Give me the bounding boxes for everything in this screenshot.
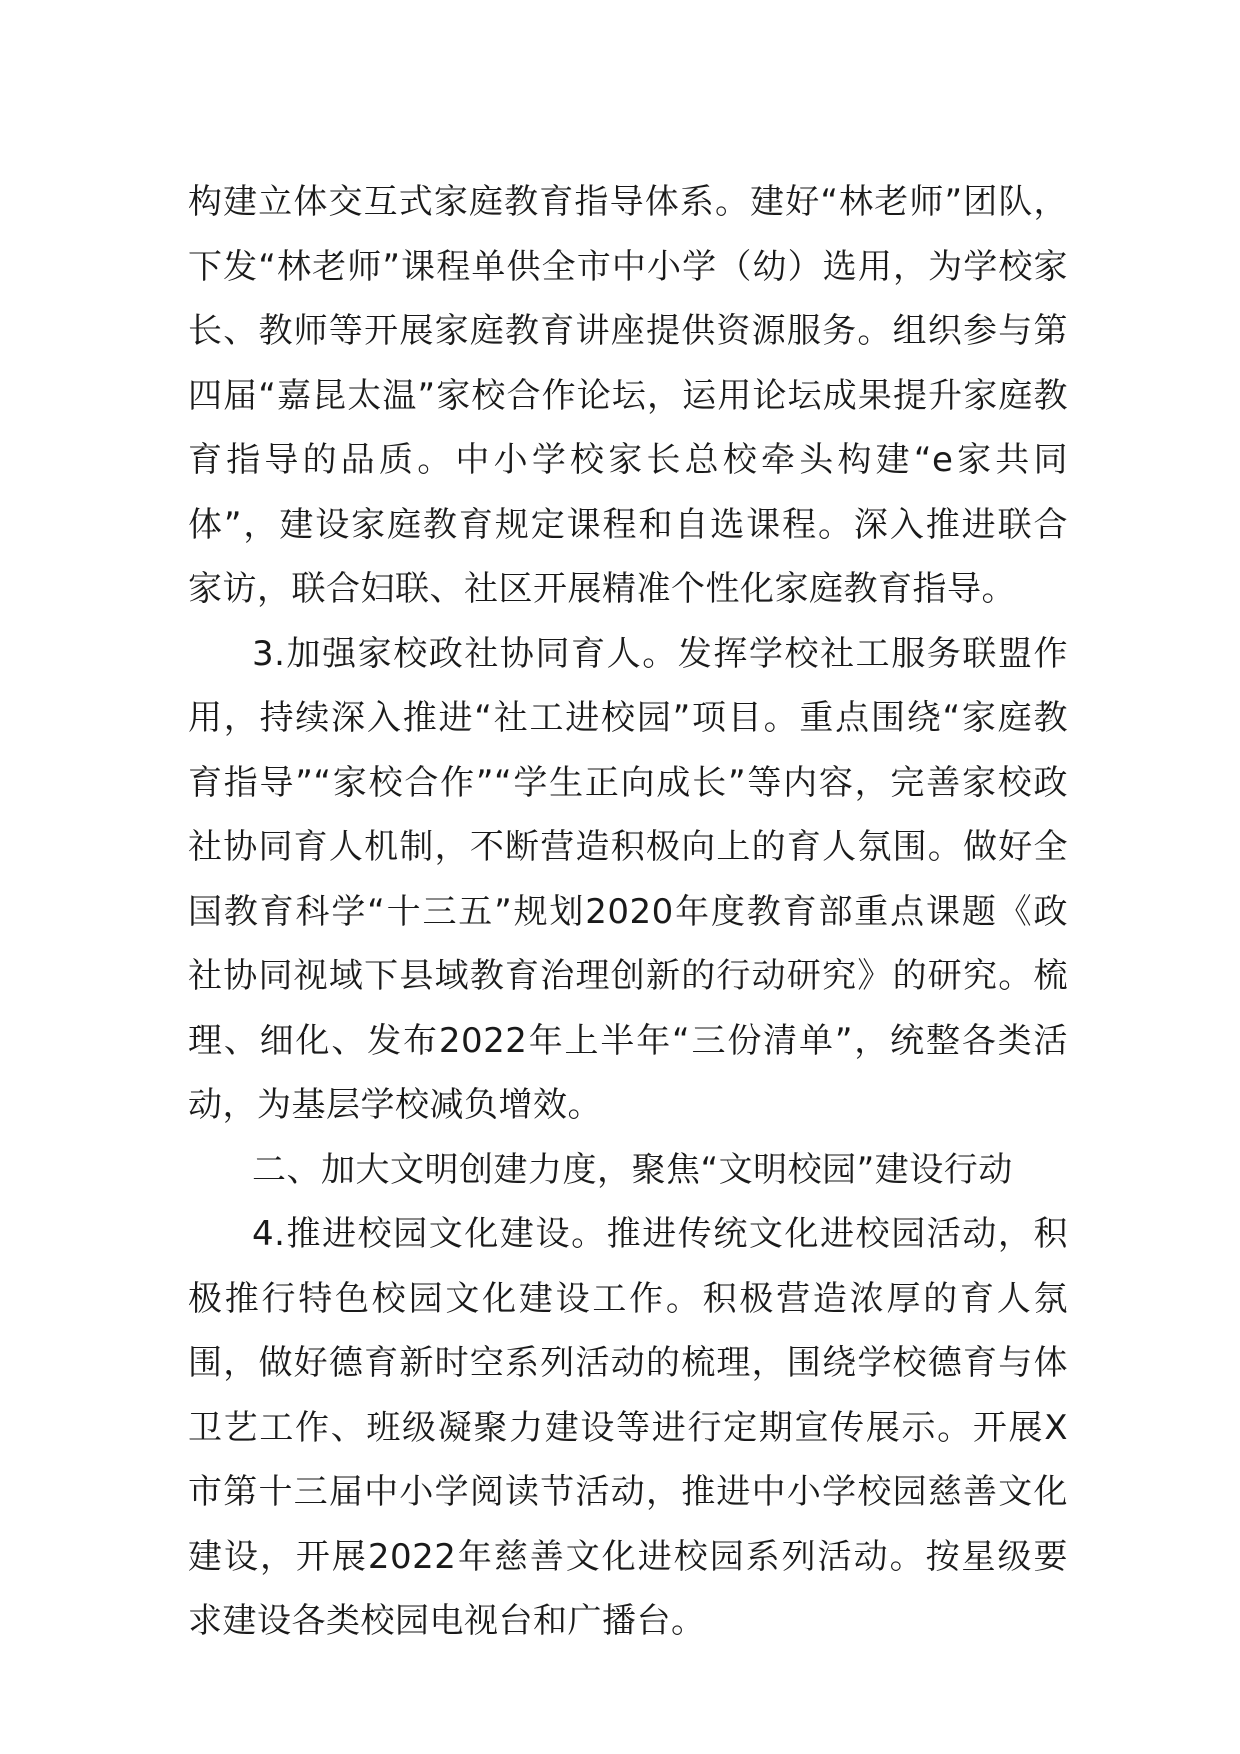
section-heading-civilized-campus: 二、加大文明创建力度，聚焦“文明校园”建设行动 bbox=[252, 1149, 1013, 1190]
paragraph-collaborative-education: 3.加强家校政社协同育人。发挥学校社工服务联盟作用，持续深入推进“社工进校园”项目。重点围绕“家庭教育指导”“家校合作”“学生正向成长”等内容，完善家校政社协同育人机制，不断营造积极向上的育人氛围。做好全国教育科学“十三五”规划2020年度教育部重点课题《政社协同视域下县域教育治理创新的行动研究》的研究。梳理、细化、发布2022年上半年“三份清单”，统整各类活动，为基层学校减负增效。 bbox=[188, 633, 1068, 1125]
paragraph-family-education-guidance: 构建立体交互式家庭教育指导体系。建好“林老师”团队，下发“林老师”课程单供全市中小学（幼）选用，为学校家长、教师等开展家庭教育讲座提供资源服务。组织参与第四届“嘉昆太温”家校合作论坛，运用论坛成果提升家庭教育指导的品质。中小学校家长总校牵头构建“e家共同体”，建设家庭教育规定课程和自选课程。深入推进联合家访，联合妇联、社区开展精准个性化家庭教育指导。 bbox=[188, 182, 1068, 609]
document-body bbox=[188, 170, 1068, 1654]
paragraph-campus-culture: 4.推进校园文化建设。推进传统文化进校园活动，积极推行特色校园文化建设工作。积极营造浓厚的育人氛围，做好德育新时空系列活动的梳理，围绕学校德育与体卫艺工作、班级凝聚力建设等进行定期宣传展示。开展X市第十三届中小学阅读节活动，推进中小学校园慈善文化建设，开展2022年慈善文化进校园系列活动。按星级要求建设各类校园电视台和广播台。 bbox=[188, 1214, 1068, 1641]
